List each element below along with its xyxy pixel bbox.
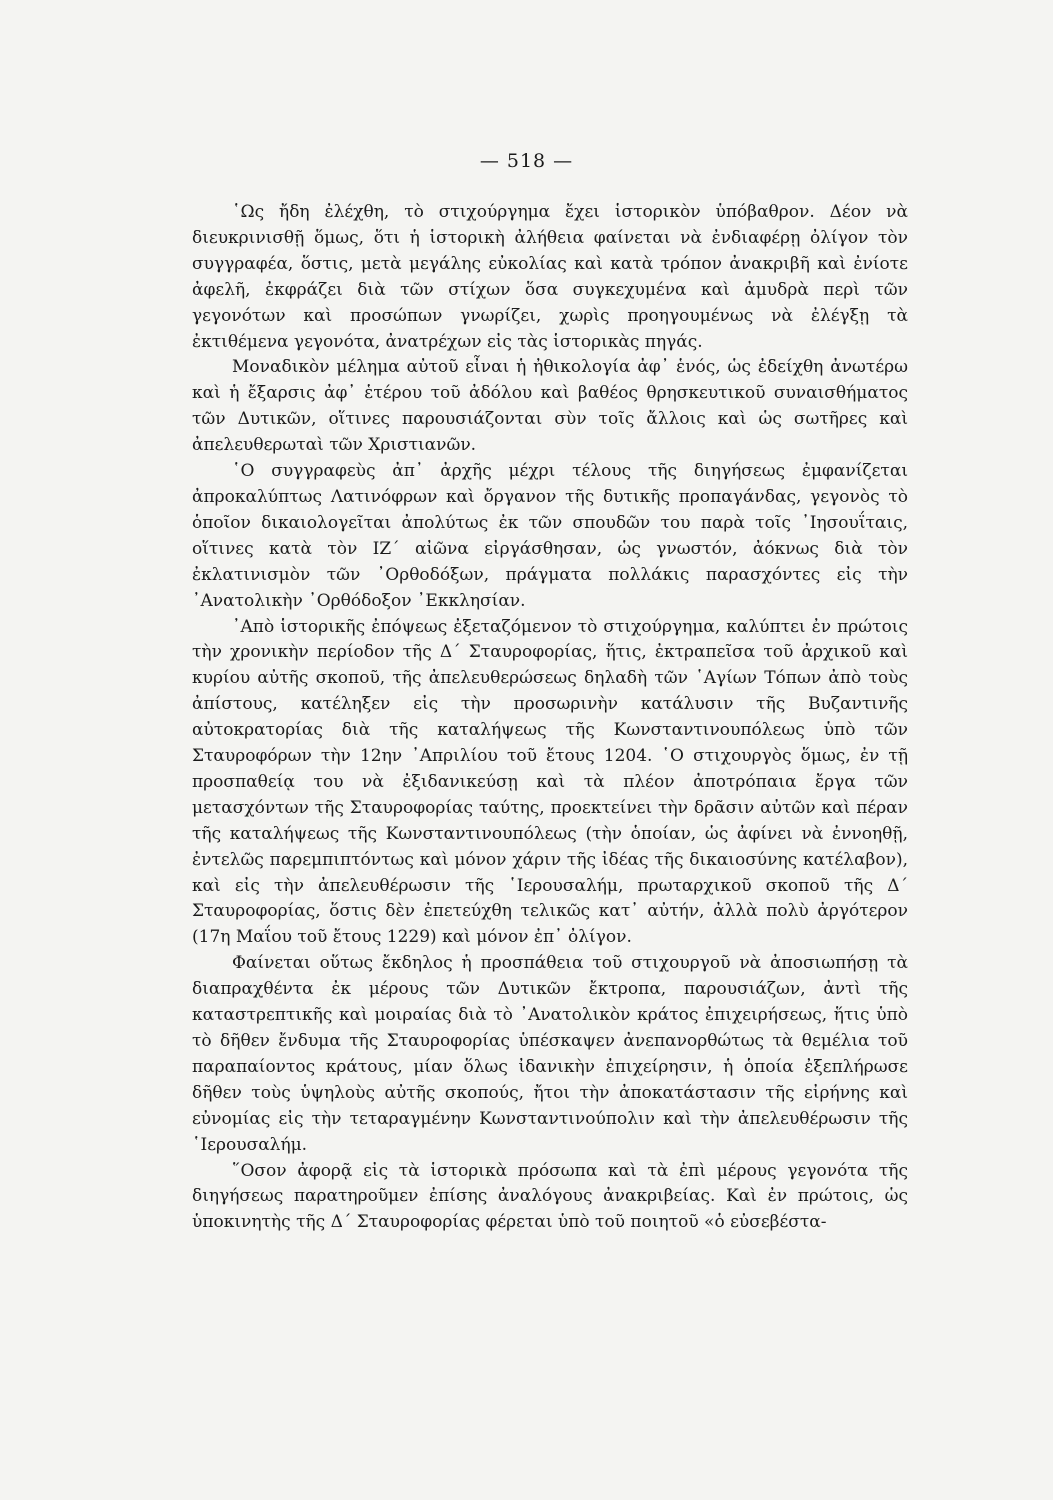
paragraph-3: ῾Ο συγγραφεὺς ἀπ᾽ ἀρχῆς μέχρι τέλους τῆς διηγήσεως ἐμφανίζεται ἀπροκαλύπτως Λατινόφρων καὶ ὄργανον τῆς δυτικῆς προπαγάνδας, γεγονὸς τὸ ὁποῖον δικαιολογεῖται ἀπολύτως ἐκ τῶν σπουδῶν του παρὰ τοῖς ᾿Ιησουΐταις, οἵτινες κατὰ τὸν ΙΖ΄ αἰῶνα εἰργάσθησαν, ὡς γνωστόν, ἀόκνως διὰ τὸν ἐκλατινισμὸν τῶν ᾿Ορθοδόξων, πράγματα πολλάκις παρασχόντες εἰς τὴν ᾿Ανατολικὴν ᾿Ορθόδοξον ᾿Εκκλησίαν. [192, 461, 908, 611]
paragraph-4: ᾿Απὸ ἱστορικῆς ἐπόψεως ἐξεταζόμενον τὸ στιχούργημα, καλύπτει ἐν πρώτοις τὴν χρονικὴν περίοδον τῆς Δ΄ Σταυροφορίας, ἥτις, ἐκτραπεῖσα τοῦ ἀρχικοῦ καὶ κυρίου αὐτῆς σκοποῦ, τῆς ἀπελευθερώσεως δηλαδὴ τῶν ῾Αγίων Τόπων ἀπὸ τοὺς ἀπίστους, κατέληξεν εἰς τὴν προσωρινὴν κατάλυσιν τῆς Βυζαντινῆς αὐτοκρατορίας διὰ τῆς καταλήψεως τῆς Κωνσταντινουπόλεως ὑπὸ τῶν Σταυροφόρων τὴν 12ην ᾿Απριλίου τοῦ ἔτους 1204. ῾Ο στιχουργὸς ὅμως, ἐν τῇ προσπαθείᾳ του νὰ ἐξιδανικεύσῃ καὶ τὰ πλέον ἀποτρόπαια ἔργα τῶν μετασχόντων τῆς Σταυροφορίας ταύτης, προεκτείνει τὴν δρᾶσιν αὐτῶν καὶ πέραν τῆς καταλήψεως τῆς Κωνσταντινουπόλεως (τὴν ὁποίαν, ὡς ἀφίνει νὰ ἐννοηθῇ, ἐντελῶς παρεμπιπτόντως καὶ μόνον χάριν τῆς ἰδέας τῆς δικαιοσύνης κατέλαβον), καὶ εἰς τὴν ἀπελευθέρωσιν τῆς ῾Ιερουσαλήμ, πρωταρχικοῦ σκοποῦ τῆς Δ΄ Σταυροφορίας, ὅστις δὲν ἐπετεύχθη τελικῶς κατ᾽ αὐτήν, ἀλλὰ πολὺ ἀργότερον (17η Μαΐου τοῦ ἔτους 1229) καὶ μόνον ἐπ᾽ ὀλίγον. [192, 616, 908, 948]
paragraph-1: ῾Ως ἤδη ἐλέχθη, τὸ στιχούργημα ἔχει ἱστορικὸν ὑπόβαθρον. Δέον νὰ διευκρινισθῇ ὅμως, ὅτι ἡ ἱστορικὴ ἀλήθεια φαίνεται νὰ ἐνδιαφέρῃ ὀλίγον τὸν συγγραφέα, ὅστις, μετὰ μεγάλης εὐκολίας καὶ κατὰ τρόπον ἀνακριβῆ καὶ ἐνίοτε ἀφελῆ, ἐκφράζει διὰ τῶν στίχων ὅσα συγκεχυμένα καὶ ἀμυδρὰ περὶ τῶν γεγονότων καὶ προσώπων γνωρίζει, χωρὶς προηγουμένως νὰ ἐλέγξῃ τὰ ἐκτιθέμενα γεγονότα, ἀνατρέχων εἰς τὰς ἱστορικὰς πηγάς. [192, 202, 908, 352]
page-number: — 518 — [479, 150, 574, 172]
body-text [192, 200, 908, 1236]
paragraph-6: ῞Οσον ἀφορᾷ εἰς τὰ ἱστορικὰ πρόσωπα καὶ τὰ ἐπὶ μέρους γεγονότα τῆς διηγήσεως παρατηροῦμεν ἐπίσης ἀναλόγους ἀνακριβείας. Καὶ ἐν πρώτοις, ὡς ὑποκινητὴς τῆς Δ΄ Σταυροφορίας φέρεται ὑπὸ τοῦ ποιητοῦ «ὁ εὐσεβέστα- [192, 1160, 908, 1233]
paragraph-2: Μοναδικὸν μέλημα αὐτοῦ εἶναι ἡ ἠθικολογία ἀφ᾽ ἑνός, ὡς ἐδείχθη ἀνωτέρω καὶ ἡ ἔξαρσις ἀφ᾽ ἑτέρου τοῦ ἀδόλου καὶ βαθέος θρησκευτικοῦ συναισθήματος τῶν Δυτικῶν, οἵτινες παρουσιάζονται σὺν τοῖς ἄλλοις καὶ ὡς σωτῆρες καὶ ἀπελευθερωταὶ τῶν Χριστιανῶν. [192, 357, 908, 456]
paragraph-5: Φαίνεται οὕτως ἔκδηλος ἡ προσπάθεια τοῦ στιχουργοῦ νὰ ἀποσιωπήσῃ τὰ διαπραχθέντα ἐκ μέρους τῶν Δυτικῶν ἔκτροπα, παρουσιάζων, ἀντὶ τῆς καταστρεπτικῆς καὶ μοιραίας διὰ τὸ ᾿Ανατολικὸν κράτος ἐπιχειρήσεως, ἥτις ὑπὸ τὸ δῆθεν ἔνδυμα τῆς Σταυροφορίας ὑπέσκαψεν ἀνεπανορθώτως τὰ θεμέλια τοῦ παραπαίοντος κράτους, μίαν ὅλως ἰδανικὴν ἐπιχείρησιν, ἡ ὁποία ἐξεπλήρωσε δῆθεν τοὺς ὑψηλοὺς αὐτῆς σκοπούς, ἤτοι τὴν ἀποκατάστασιν τῆς εἰρήνης καὶ εὐνομίας εἰς τὴν τεταραγμένην Κωνσταντινούπολιν καὶ τὴν ἀπελευθέρωσιν τῆς ῾Ιερουσαλήμ. [192, 953, 908, 1155]
